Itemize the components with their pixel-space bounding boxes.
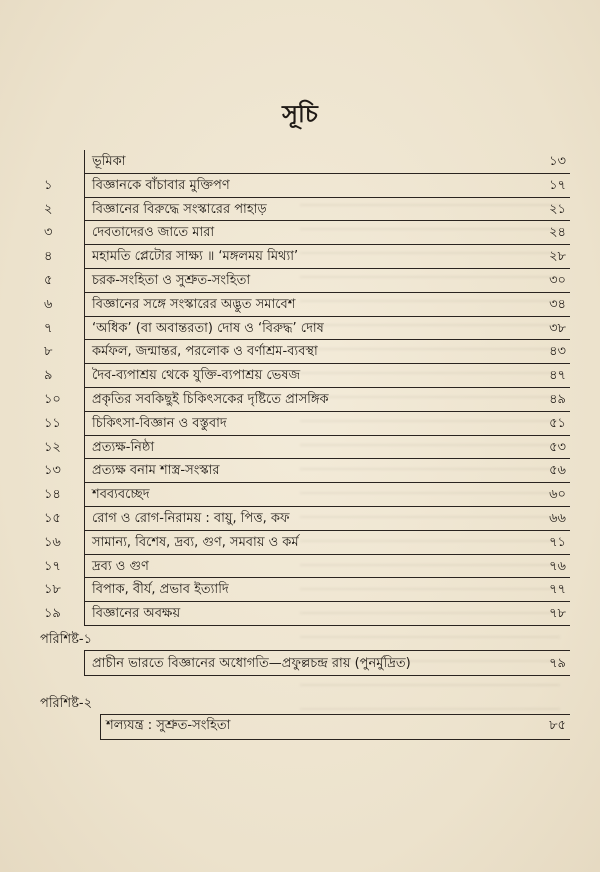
appendix-heading: পরিশিষ্ট-২ <box>40 696 93 711</box>
toc-entry-title: দেবতাদেরও জাতে মারা <box>92 225 215 241</box>
toc-entry-title: চিকিৎসা-বিজ্ঞান ও বস্তুবাদ <box>92 415 227 431</box>
toc-entry-number: ১১ <box>44 415 61 431</box>
toc-vertical-rule <box>84 436 85 460</box>
toc-vertical-rule <box>84 364 85 388</box>
toc-entry-number: ৪ <box>44 249 53 265</box>
page-title: সূচি <box>282 100 318 128</box>
toc-entry-page: ৬০ <box>549 487 566 503</box>
toc-entry-number: ১০ <box>44 391 61 407</box>
toc-entry-title: কর্মফল, জন্মান্তর, পরলোক ও বর্ণাশ্রম-ব্যবস্থা <box>92 344 318 360</box>
toc-entry-number: ১ <box>44 177 53 193</box>
toc-entry-title: বিজ্ঞানকে বাঁচাবার মুক্তিপণ <box>92 177 230 193</box>
toc-vertical-rule <box>84 412 85 436</box>
toc-entry-number: ১৭ <box>44 558 61 574</box>
appendix-page: ৮৫ <box>549 718 566 733</box>
toc-entry <box>0 150 600 174</box>
toc-entry-title: প্রত্যক্ষ-নিষ্ঠা <box>92 439 155 455</box>
toc-entry-number: ১৬ <box>44 534 61 550</box>
toc-entry-page: ৬৬ <box>549 510 566 526</box>
toc-entry <box>0 245 600 269</box>
toc-entry <box>0 602 600 626</box>
toc-entry <box>0 436 600 460</box>
toc-entry-title: চরক-সংহিতা ও সুশ্রুত-সংহিতা <box>92 272 251 288</box>
toc-vertical-rule <box>84 531 85 555</box>
toc-entry-number: ১২ <box>44 439 61 455</box>
toc-entry-number: ৯ <box>44 368 53 384</box>
appendix-heading: পরিশিষ্ট-১ <box>40 632 93 647</box>
toc-entry <box>0 198 600 222</box>
toc-entry-number: ৩ <box>44 225 53 241</box>
toc-entry-title: বিজ্ঞানের সঙ্গে সংস্কারের অদ্ভুত সমাবেশ <box>92 296 296 312</box>
toc-entry-page: ৩৮ <box>549 320 566 336</box>
toc-entry <box>0 340 600 364</box>
toc-entry-title: দৈব-ব্যপাশ্রয় থেকে যুক্তি-ব্যপাশ্রয় ভেষজ <box>92 368 301 384</box>
toc-entry-page: ৪৩ <box>549 344 566 360</box>
toc-entry-page: ৭১ <box>549 534 566 550</box>
toc-entry-title: ‘অধিক’ (বা অবান্তরতা) দোষ ও ‘বিরুদ্ধ’ দোষ <box>92 320 324 336</box>
toc-entry-title: দ্রব্য ও গুণ <box>92 558 149 574</box>
toc-entry-page: ৭৮ <box>549 606 566 622</box>
toc-vertical-rule <box>84 555 85 579</box>
toc-entry-title: প্রত্যক্ষ বনাম শাস্ত্র-সংস্কার <box>92 463 220 479</box>
toc-entry-number: ১৪ <box>44 487 61 503</box>
toc-entry <box>0 555 600 579</box>
toc-entry-title: বিজ্ঞানের বিরুদ্ধে সংস্কারের পাহাড় <box>92 201 267 217</box>
toc-entry-page: ৫৬ <box>549 463 566 479</box>
toc-entry-number: ১৮ <box>44 582 61 598</box>
toc-entry <box>0 293 600 317</box>
toc-entry-number: ১৩ <box>44 463 61 479</box>
appendix-page: ৭৯ <box>549 656 566 671</box>
toc-vertical-rule <box>84 221 85 245</box>
toc-entry <box>0 483 600 507</box>
toc-entry-number: ১৯ <box>44 606 61 622</box>
toc-entry <box>0 578 600 602</box>
appendix-title: শল্যযন্ত্র : সুশ্রুত-সংহিতা <box>106 718 231 733</box>
toc-vertical-rule <box>84 317 85 341</box>
toc-entry-page: ৩৪ <box>549 296 566 312</box>
table-of-contents <box>0 150 600 626</box>
toc-entry-page: ৩০ <box>549 272 566 288</box>
toc-vertical-rule <box>84 388 85 412</box>
toc-entry-number: ৬ <box>44 296 53 312</box>
toc-entry <box>0 221 600 245</box>
toc-entry-title: ভূমিকা <box>92 154 126 169</box>
toc-entry <box>0 317 600 341</box>
toc-vertical-rule <box>84 198 85 222</box>
toc-vertical-rule <box>84 459 85 483</box>
toc-entry-page: ২৮ <box>549 249 566 265</box>
toc-entry <box>0 531 600 555</box>
toc-vertical-rule <box>84 483 85 507</box>
toc-entry-page: ৭৬ <box>549 558 566 574</box>
toc-entry-title: প্রকৃতির সবকিছুই চিকিৎসকের দৃষ্টিতে প্রাসঙ্গিক <box>92 391 329 407</box>
toc-vertical-rule <box>84 293 85 317</box>
toc-entry-page: ৪৯ <box>549 391 566 407</box>
toc-entry-page: ১৭ <box>549 177 566 193</box>
toc-vertical-rule <box>84 578 85 602</box>
toc-vertical-rule <box>84 602 85 626</box>
toc-entry-number: ২ <box>44 201 53 217</box>
toc-entry-page: ৭৭ <box>549 582 566 598</box>
toc-entry <box>0 388 600 412</box>
toc-entry-number: ৮ <box>44 344 53 360</box>
toc-vertical-rule <box>84 245 85 269</box>
toc-entry-title: বিজ্ঞানের অবক্ষয় <box>92 606 181 622</box>
toc-entry-title: বিপাক, বীর্য, প্রভাব ইত্যাদি <box>92 582 229 598</box>
toc-vertical-rule <box>84 340 85 364</box>
toc-entry-title: সামান্য, বিশেষ, দ্রব্য, গুণ, সমবায় ও কর্ম <box>92 534 299 550</box>
toc-vertical-rule <box>84 507 85 531</box>
toc-vertical-rule <box>84 269 85 293</box>
toc-entry <box>0 412 600 436</box>
toc-entry-number: ১৫ <box>44 510 61 526</box>
toc-entry-page: ৪৭ <box>549 368 566 384</box>
toc-entry-page: ২১ <box>549 201 566 217</box>
toc-entry-title: মহামতি প্লেটোর সাক্ষ্য ॥ ‘মঙ্গলময় মিথ্যা’ <box>92 249 299 265</box>
toc-entry-number: ৫ <box>44 272 53 288</box>
toc-entry-title: শবব্যবচ্ছেদ <box>92 487 150 503</box>
toc-entry <box>0 269 600 293</box>
toc-entry-number: ৭ <box>44 320 53 336</box>
toc-entry <box>0 459 600 483</box>
toc-entry <box>0 174 600 198</box>
toc-entry-page: ২৪ <box>549 225 566 241</box>
toc-entry <box>0 364 600 388</box>
toc-entry-page: ৫১ <box>549 415 566 431</box>
toc-entry <box>0 507 600 531</box>
toc-vertical-rule <box>84 174 85 198</box>
toc-entry-page: ১৩ <box>549 154 566 169</box>
appendix-title: প্রাচীন ভারতে বিজ্ঞানের অধোগতি—প্রফুল্লচন্দ্র রায় (পুনর্মুদ্রিত) <box>92 656 411 671</box>
toc-vertical-rule <box>84 150 85 174</box>
toc-entry-page: ৫৩ <box>549 439 566 455</box>
toc-entry-title: রোগ ও রোগ-নিরাময় : বায়ু, পিত্ত, কফ <box>92 510 290 526</box>
